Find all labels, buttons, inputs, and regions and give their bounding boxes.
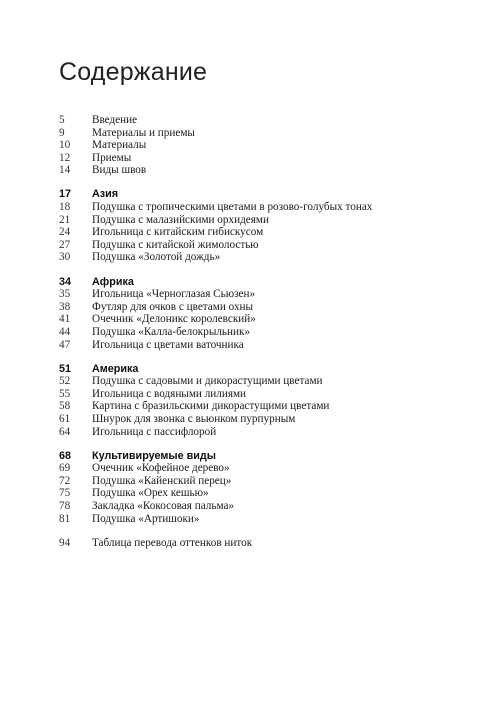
toc-page-number: 24 (59, 226, 71, 239)
toc-entry-title: Картина с бразильскими дикорастущими цветами (92, 400, 330, 413)
toc-entry[interactable] (59, 462, 459, 475)
toc-page-number: 34 (59, 275, 72, 288)
toc-entry-title: Подушка «Калла-белокрыльник» (92, 325, 251, 338)
toc-section (59, 188, 459, 264)
toc-entry[interactable] (59, 201, 459, 214)
toc-page-number: 27 (59, 238, 71, 251)
toc-entry[interactable] (59, 114, 459, 127)
toc-page-number: 41 (59, 313, 71, 326)
page-title: Содержание (59, 58, 208, 86)
toc-entry-title: Игольница с китайским гибискусом (92, 226, 264, 239)
toc-entry-title: Подушка «Артишоки» (92, 512, 200, 525)
toc-section-heading[interactable] (59, 450, 459, 463)
toc-entry-title: Игольница с водяными лилиями (92, 387, 247, 400)
toc-entry-title: Игольница «Черноглазая Сьюзен» (92, 288, 256, 301)
toc-page-number: 81 (59, 512, 71, 525)
toc-entry[interactable] (59, 152, 459, 165)
toc-entry[interactable] (59, 239, 459, 252)
toc-page-number: 72 (59, 474, 71, 487)
toc-page-number: 30 (59, 251, 71, 264)
toc-entry-title: Культивируемые виды (92, 449, 216, 462)
toc-entry[interactable] (59, 388, 459, 401)
toc-page-number: 9 (59, 126, 65, 139)
toc-section (59, 363, 459, 439)
toc-section-heading[interactable] (59, 276, 459, 289)
toc-page-number: 18 (59, 201, 71, 214)
toc-entry[interactable] (59, 413, 459, 426)
toc-page-number: 94 (59, 536, 71, 549)
toc-page-number: 75 (59, 487, 71, 500)
toc-entry-title: Подушка с малазийскими орхидеями (92, 213, 269, 226)
toc-page-number: 61 (59, 412, 71, 425)
toc-entry-title: Подушка с тропическими цветами в розово-голубых тонах (92, 201, 373, 214)
toc-entry[interactable] (59, 313, 459, 326)
toc-entry[interactable] (59, 513, 459, 526)
toc-entry-title: Очечник «Кофейное дерево» (92, 462, 230, 475)
toc-entry-title: Америка (92, 362, 139, 375)
toc-page-number: 51 (59, 362, 72, 375)
toc-page-number: 14 (59, 164, 71, 177)
toc-page-number: 47 (59, 338, 71, 351)
toc-entry[interactable] (59, 487, 459, 500)
toc-entry-title: Материалы и приемы (92, 126, 195, 139)
toc-entry[interactable] (59, 500, 459, 513)
toc-entry[interactable] (59, 426, 459, 439)
toc-page-number: 5 (59, 114, 65, 126)
toc-entry[interactable] (59, 537, 459, 550)
toc-section (59, 114, 459, 177)
toc-page-number: 64 (59, 425, 71, 438)
toc-page-number: 44 (59, 325, 71, 338)
toc-entry[interactable] (59, 164, 459, 177)
toc-entry-title: Приемы (92, 151, 132, 164)
toc-entry-title: Подушка «Орех кешью» (92, 487, 209, 500)
toc-section (59, 276, 459, 352)
toc-entry-title: Игольница с цветами ваточника (92, 338, 244, 351)
toc-entry-title: Игольница с пассифлорой (92, 425, 217, 438)
toc-entry-title: Очечник «Делоникс королевский» (92, 313, 256, 326)
toc-entry-title: Подушка «Золотой дождь» (92, 251, 221, 264)
table-of-contents (59, 114, 459, 561)
toc-entry[interactable] (59, 288, 459, 301)
toc-page-number: 58 (59, 400, 71, 413)
toc-section (59, 537, 459, 550)
toc-entry-title: Материалы (92, 139, 147, 152)
toc-entry-title: Введение (92, 114, 138, 126)
toc-page-number: 21 (59, 213, 71, 226)
toc-entry-title: Африка (92, 275, 134, 288)
toc-entry[interactable] (59, 339, 459, 352)
toc-entry[interactable] (59, 326, 459, 339)
toc-entry[interactable] (59, 375, 459, 388)
toc-page-number: 35 (59, 288, 71, 301)
toc-entry-title: Подушка с китайской жимолостью (92, 238, 259, 251)
toc-entry[interactable] (59, 251, 459, 264)
toc-entry-title: Азия (92, 188, 119, 201)
toc-entry-title: Подушка с садовыми и дикорастущими цветами (92, 375, 323, 388)
toc-section-heading[interactable] (59, 363, 459, 376)
toc-entry[interactable] (59, 475, 459, 488)
toc-page-number: 12 (59, 151, 71, 164)
toc-entry[interactable] (59, 226, 459, 239)
toc-page-number: 52 (59, 375, 71, 388)
toc-page-number: 68 (59, 449, 72, 462)
toc-entry[interactable] (59, 127, 459, 140)
toc-entry-title: Закладка «Кокосовая пальма» (92, 500, 235, 513)
toc-page-number: 17 (59, 188, 72, 201)
toc-page-number: 69 (59, 462, 71, 475)
toc-entry-title: Подушка «Кайенский перец» (92, 474, 232, 487)
toc-entry[interactable] (59, 301, 459, 314)
toc-section (59, 450, 459, 526)
toc-page-number: 78 (59, 500, 71, 513)
toc-page-number: 55 (59, 387, 71, 400)
toc-entry[interactable] (59, 214, 459, 227)
toc-entry-title: Таблица перевода оттенков ниток (92, 536, 253, 549)
toc-entry[interactable] (59, 139, 459, 152)
toc-entry-title: Футляр для очков с цветами охны (92, 300, 254, 313)
toc-page-number: 10 (59, 139, 71, 152)
toc-page-number: 38 (59, 300, 71, 313)
toc-entry-title: Шнурок для звонка с вьюнком пурпурным (92, 412, 296, 425)
toc-entry[interactable] (59, 400, 459, 413)
toc-entry-title: Виды швов (92, 164, 147, 177)
toc-section-heading[interactable] (59, 188, 459, 201)
